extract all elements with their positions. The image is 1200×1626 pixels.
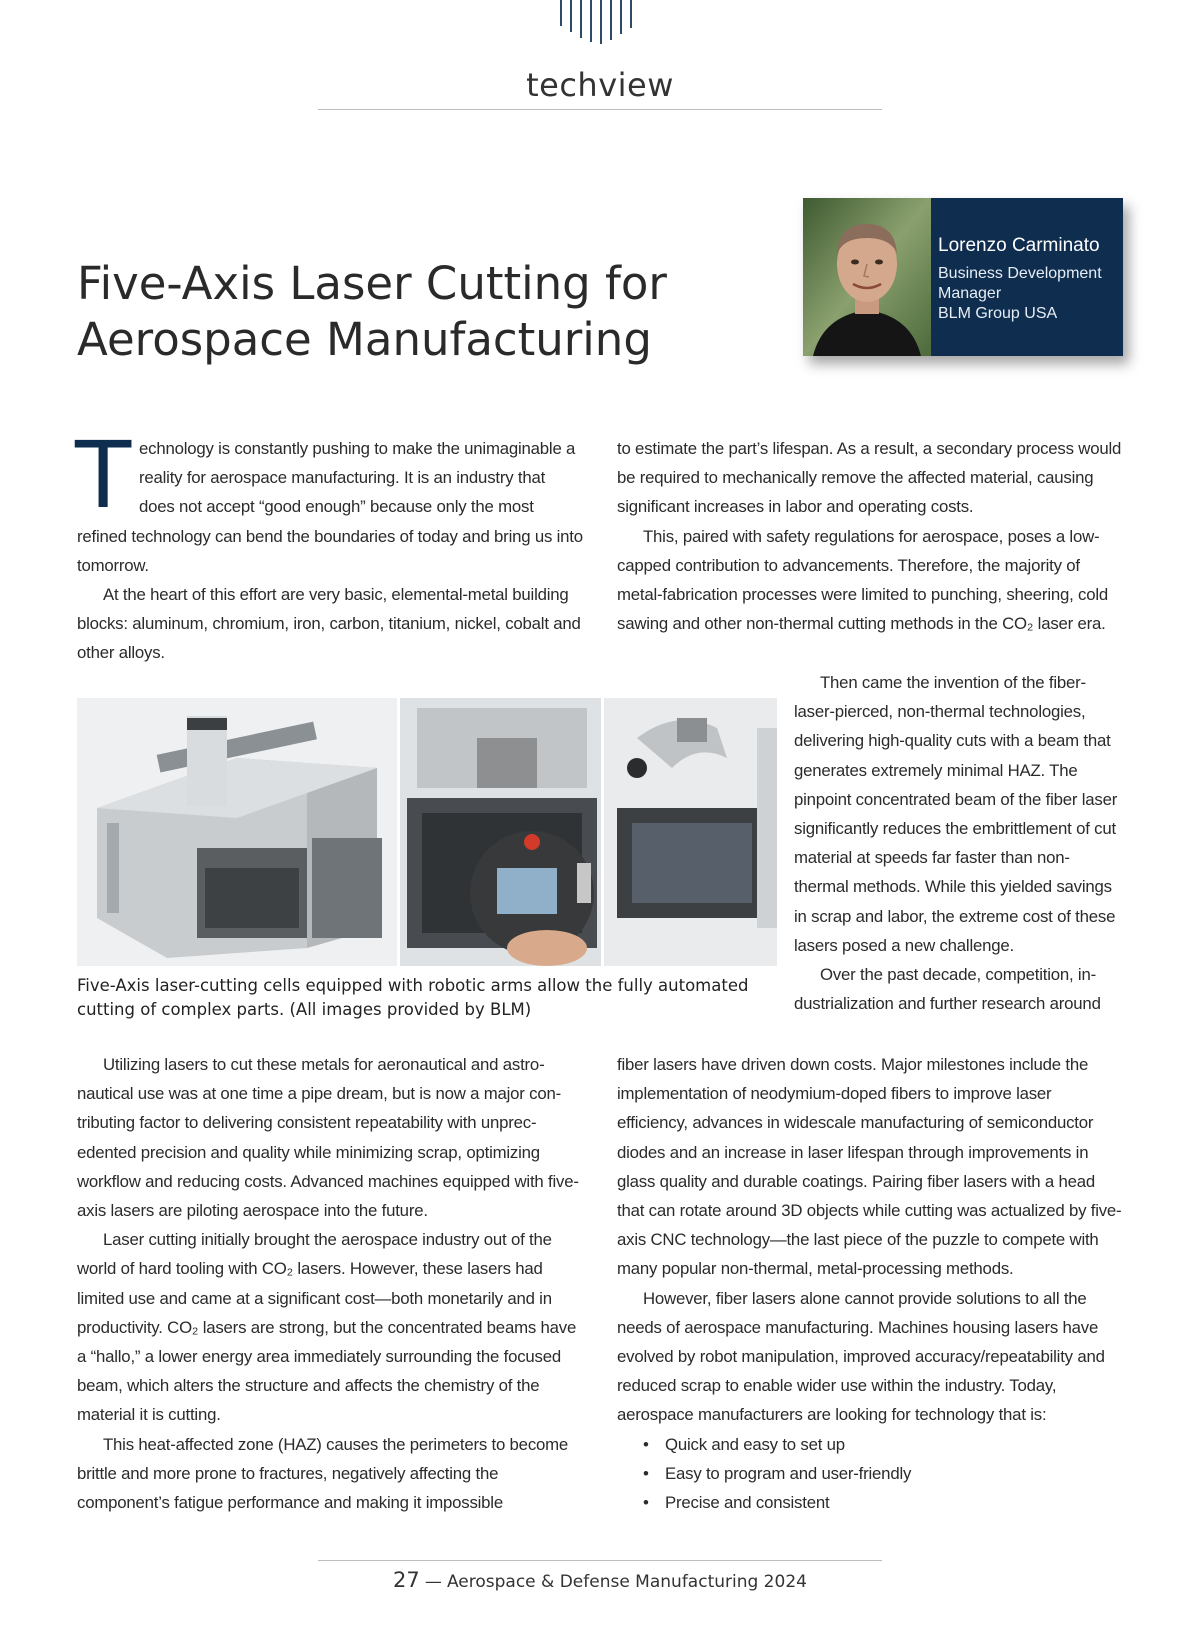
list-item: • Quick and easy to set up [617,1430,1123,1459]
caption-line-2: cutting of complex parts. (All images provided by BLM) [77,1000,532,1019]
paragraph: This heat-affected zone (HAZ) causes the perimeters to become brittle and more prone to fractures, negatively affecting the component’s fatigue performance and making it impossible [77,1434,569,1513]
list-item: • Precise and consistent [617,1488,1123,1517]
title-line-2: Aerospace Manufacturing [77,313,652,366]
header-rule [318,109,882,110]
list-item: • Easy to program and user-friendly [617,1459,1123,1488]
title-line-1: Five-Axis Laser Cutting for [77,257,667,310]
paragraph: Over the past decade, competition, industrialization and further research around [794,965,1101,1014]
left-column-bottom [77,1050,583,1517]
footer-rule [318,1560,882,1561]
caption-line-1: Five-Axis laser-cutting cells equipped with robotic arms allow the fully automated [77,976,749,995]
author-role-line-2: Manager [938,285,1002,302]
paragraph: At the heart of this effort are very basic, elemental-metal building blocks: aluminum, chromium, iron, carbon, titanium, nickel, cobalt and other alloys. [77,585,581,663]
paragraph: However, fiber lasers alone cannot provide solutions to all the needs of aerospace manufacturing. Machines housing lasers have evolved by robot manipulation, improved accuracy/repeatability and reduced scrap to enable wider use within the industry. Today, aerospace manufacturers are looking for technology that is: [617,1288,1105,1425]
drop-cap: T [75,422,131,529]
paragraph: fiber lasers have driven down costs. Major milestones include the implementation of neodymium-doped fibers to improve laser efficiency, advances in widescale manufacturing of semiconductor diodes and an increase in laser lifespan through improvements in glass quality and durable coatings. Pairing fiber lasers with a head that can rotate around 3D objects while cutting was actualized by five-axis CNC technology—the last piece of the puzzle to compete with many popular non-thermal, metal-processing methods. [617,1055,1122,1279]
right-column-top [617,434,1123,638]
paragraph: Laser cutting initially brought the aerospace industry out of the world of hard tooling with CO₂ lasers. However, these lasers had limited use and came at a significant cost—both monetarily and in productivity. CO₂ lasers are strong, but the concentrated beams have a “hallo,” a lower energy area immediately surrounding the focused beam, which alters the structure and affects the chemistry of the material it is cutting. [77,1230,577,1425]
author-card [803,198,1123,356]
laser-cell-photos [77,698,777,966]
left-column-top [75,422,583,668]
paragraph: Then came the invention of the fiber-laser-pierced, non-thermal technologies, delivering high-quality cuts with a beam that generates extremely minimal HAZ. The pinpoint concentrated beam of the fiber laser significantly reduces the embrittlement of cut material at speeds far faster than non-thermal methods. While this yielded savings in scrap and labor, the extreme cost of these lasers posed a new challenge. [794,673,1118,955]
right-column-bottom [617,1050,1123,1517]
paragraph: Utilizing lasers to cut these metals for aeronautical and astronautical use was at one time a pipe dream, but is now a major contributing factor to delivering consistent repeatability with unprecedented precision and quality while minimizing scrap, optimizing workflow and reducing costs. Advanced machines equipped with five-axis lasers are piloting aerospace into the future. [77,1055,579,1221]
intro-paragraph [75,422,583,580]
requirements-list [617,1430,1123,1518]
paragraph: to estimate the part’s lifespan. As a result, a secondary process would be required to mechanically remove the affected material, causing significant increases in labor and operating costs. [617,439,1122,517]
publication-name: Aerospace & Defense Manufacturing 2024 [446,1572,807,1592]
figure-caption [77,974,777,1022]
author-role-line-1: Business Development [938,265,1102,282]
paragraph: This, paired with safety regulations for aerospace, poses a low-capped contribution to advancements. Therefore, the majority of metal-fabrication processes were limited to punching, sheering, cold sawing and other non-thermal cutting methods in the CO₂ laser era. [617,526,1109,634]
author-company: BLM Group USA [938,305,1058,322]
page-footer [0,1568,1200,1592]
section-label: techview [526,66,674,104]
author-role [938,264,1118,324]
article-figure [77,698,777,966]
author-name: Lorenzo Carminato [938,235,1100,256]
intro-text: echnology is constantly pushing to make the unimaginable a reality for aerospace manufacturing. It is an industry that does not accept “good enough” because only the most refined technology can bend the boundaries of today and bring us into tomorrow. [77,439,583,575]
header-decoration-lines [560,0,640,46]
author-photo [803,198,931,356]
footer-separator: — [424,1572,442,1592]
right-column-narrow [794,668,1123,1018]
article-title [77,256,717,368]
page-number: 27 [393,1568,420,1592]
